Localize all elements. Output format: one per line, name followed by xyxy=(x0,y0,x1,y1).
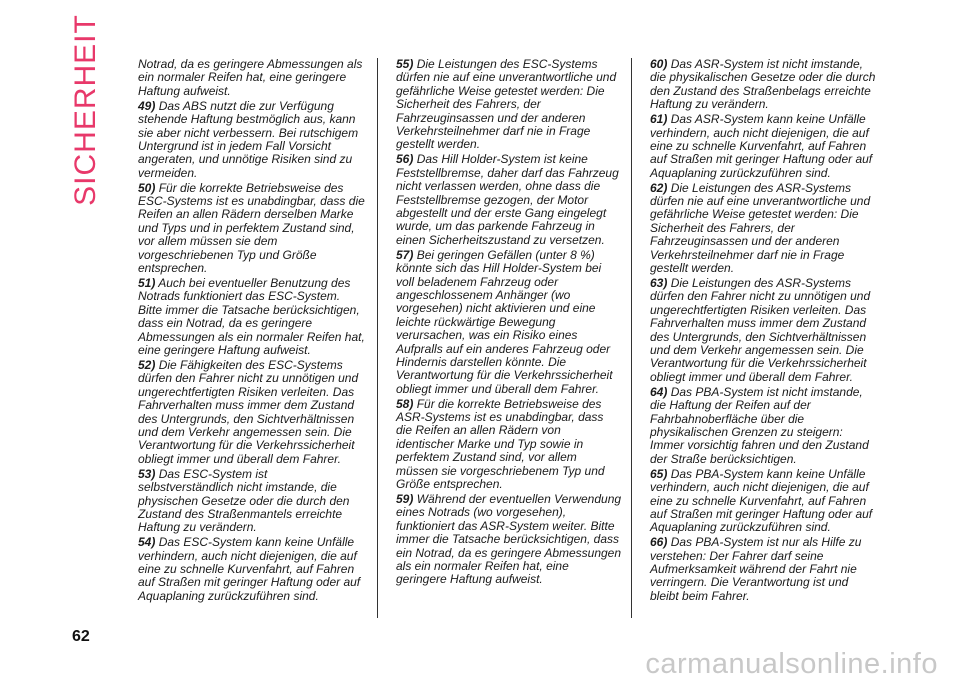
section-title: SICHERHEIT xyxy=(69,14,102,206)
watermark: carmanualsonline.info xyxy=(645,648,938,680)
paragraph xyxy=(650,536,876,603)
note-text: Notrad, da es geringere Abmessungen als ein normaler Reifen hat, eine geringere Haftung aufweist. xyxy=(138,57,363,98)
note-number: 60) xyxy=(650,57,668,71)
page-number: 62 xyxy=(72,628,90,645)
column-divider xyxy=(377,58,378,618)
paragraph xyxy=(138,468,366,535)
note-number: 52) xyxy=(138,357,156,372)
note-number: 56) xyxy=(396,152,414,167)
note-number: 53) xyxy=(138,466,156,481)
column-divider xyxy=(631,58,632,618)
paragraph xyxy=(138,100,366,180)
note-number: 58) xyxy=(396,396,414,411)
note-number: 66) xyxy=(650,535,668,550)
paragraph xyxy=(396,493,622,587)
note-text: Das Hill Holder-System ist keine Feststellbremse, daher darf das Fahrzeug nicht verlassen werden, ohne dass die Feststellbremse gezogen, der Motor abgestellt und der erste Gang eingelegt wurde, um das parkende Fahrzeug in einen Sicherheitszustand zu versetzen. xyxy=(396,152,619,247)
text-column-1 xyxy=(138,58,366,605)
text-column-3 xyxy=(650,58,876,605)
note-number: 59) xyxy=(396,492,414,506)
note-number: 61) xyxy=(650,112,668,127)
note-number: 65) xyxy=(650,466,668,481)
note-text: Die Fähigkeiten des ESC-Systems dürfen den Fahrer nicht zu unnötigen und ungerechtfertigten Risiken verleiten. Das Fahrverhalten muss immer dem Zustand des Untergrunds, den Sichtverhältnissen und dem Verkehr angemessen sein. Die Verantwortung für die Verkehrssicherheit obliegt immer und überall dem Fahrer. xyxy=(138,357,359,466)
paragraph xyxy=(650,386,876,466)
paragraph xyxy=(396,398,622,492)
paragraph xyxy=(650,58,876,112)
note-number: 51) xyxy=(138,276,156,290)
note-text: Das PBA-System ist nicht imstande, die Haftung der Reifen auf der Fahrbahnoberfläche über die physikalischen Grenzen zu steigern: Immer vorsichtig fahren und den Zustand der Straße berücksichtigen. xyxy=(650,384,869,466)
note-number: 49) xyxy=(138,98,156,113)
paragraph xyxy=(138,536,366,603)
note-number: 64) xyxy=(650,384,668,399)
paragraph xyxy=(396,58,622,152)
note-text: Das ASR-System kann keine Unfälle verhindern, auch nicht diejenigen, die auf eine zu schnelle Kurvenfahrt, auf Fahren auf Straßen mit geringer Haftung oder auf Aquaplaning zurückzuführen sind. xyxy=(650,112,873,180)
paragraph xyxy=(396,153,622,247)
note-number: 55) xyxy=(396,57,414,71)
note-text: Die Leistungen des ESC-Systems dürfen nie auf eine unverantwortliche und gefährliche Weise getestet werden: Die Sicherheit des Fahrers, der Fahrzeuginsassen und der anderen Verkehrsteilnehmer darf nie in Frage gestellt werden. xyxy=(396,57,617,152)
paragraph xyxy=(650,113,876,180)
note-number: 50) xyxy=(138,180,156,195)
paragraph xyxy=(650,182,876,276)
paragraph xyxy=(138,359,366,466)
note-text: Die Leistungen des ASR-Systems dürfen den Fahrer nicht zu unnötigen und ungerechtfertigten Risiken verleiten. Das Fahrverhalten muss immer dem Zustand des Untergrunds, den Sichtverhältnissen und dem Verkehr angemessen sein. Die Verantwortung für die Verkehrssicherheit obliegt immer und überall dem Fahrer. xyxy=(650,276,871,384)
paragraph xyxy=(396,249,622,396)
note-text: Auch bei eventueller Benutzung des Notrads funktioniert das ESC-System. Bitte immer die Tatsache berücksichtigen, dass ein Notrad, da es geringere Abmessungen als ein normaler Reifen hat, eine geringere Haftung aufweist. xyxy=(138,276,365,358)
note-number: 54) xyxy=(138,535,156,550)
paragraph xyxy=(138,277,366,357)
note-text: Bei geringen Gefällen (unter 8 %) könnte sich das Hill Holder-System bei voll beladenem Fahrzeug oder angeschlossenem Anhänger (wo vorgesehen) nicht aktivieren und eine leichte rückwärtige Bewegung verursachen, was ein Risiko eines Aufpralls auf ein anderes Fahrzeug oder Hindernis darstellen könnte. Die Verantwortung für die Verkehrssicherheit obliegt immer und überall dem Fahrer. xyxy=(396,247,613,396)
note-text: Für die korrekte Betriebsweise des ASR-Systems ist es unabdingbar, dass die Reifen an allen Rädern von identischer Marke und Typ sowie in perfektem Zustand sind, vor allem müssen sie vorgeschriebenem Typ und Größe entsprechen. xyxy=(396,396,605,492)
note-text: Das PBA-System kann keine Unfälle verhindern, auch nicht diejenigen, die auf eine zu schnelle Kurvenfahrt, auf Fahren auf Straßen mit geringer Haftung oder auf Aquaplaning zurückzuführen sind. xyxy=(650,466,873,535)
note-text: Während der eventuellen Verwendung eines Notrads (wo vorgesehen), funktioniert das ASR-System weiter. Bitte immer die Tatsache berücksichtigen, dass ein Notrad, da es geringere Abmessungen als ein normaler Reifen hat, eine geringere Haftung aufweist. xyxy=(396,492,622,587)
paragraph xyxy=(138,182,366,276)
note-text: Das ABS nutzt die zur Verfügung stehende Haftung bestmöglich aus, kann sie aber nicht verbessern. Bei rutschigem Untergrund ist in jedem Fall Vorsicht angeraten, und unnötige Risiken sind zu vermeiden. xyxy=(138,98,359,180)
note-text: Für die korrekte Betriebsweise des ESC-Systems ist es unabdingbar, dass die Reifen an allen Rädern derselben Marke und Typs und in perfektem Zustand sind, vor allem müssen sie dem vorgeschriebenen Typ und Größe entsprechen. xyxy=(138,180,365,276)
note-text: Das ESC-System ist selbstverständlich nicht imstande, die physischen Gesetze oder die durch den Zustand des Straßenmantels erreichte Haftung zu verändern. xyxy=(138,466,350,535)
note-number: 57) xyxy=(396,247,414,262)
text-column-2 xyxy=(396,58,622,588)
note-number: 63) xyxy=(650,276,668,290)
note-number: 62) xyxy=(650,180,668,195)
paragraph xyxy=(650,468,876,535)
note-text: Das ESC-System kann keine Unfälle verhindern, auch nicht diejenigen, die auf eine zu schnelle Kurvenfahrt, auf Fahren auf Straßen mit geringer Haftung oder auf Aquaplaning zurückzuführen sind. xyxy=(138,535,361,603)
note-text: Das ASR-System ist nicht imstande, die physikalischen Gesetze oder die durch den Zustand des Straßenbelags erreichte Haftung zu verändern. xyxy=(650,57,876,112)
note-text: Die Leistungen des ASR-Systems dürfen nie auf eine unverantwortliche und gefährliche Weise getestet werden: Die Sicherheit des Fahrers, der Fahrzeuginsassen und der anderen Verkehrsteilnehmer darf nie in Frage gestellt werden. xyxy=(650,180,871,276)
paragraph xyxy=(138,58,366,98)
note-text: Das PBA-System ist nur als Hilfe zu verstehen: Der Fahrer darf seine Aufmerksamkeit während der Fahrt nie verringern. Die Verantwortung ist und bleibt beim Fahrer. xyxy=(650,535,862,603)
paragraph xyxy=(650,277,876,384)
section-title-vertical xyxy=(56,14,116,206)
